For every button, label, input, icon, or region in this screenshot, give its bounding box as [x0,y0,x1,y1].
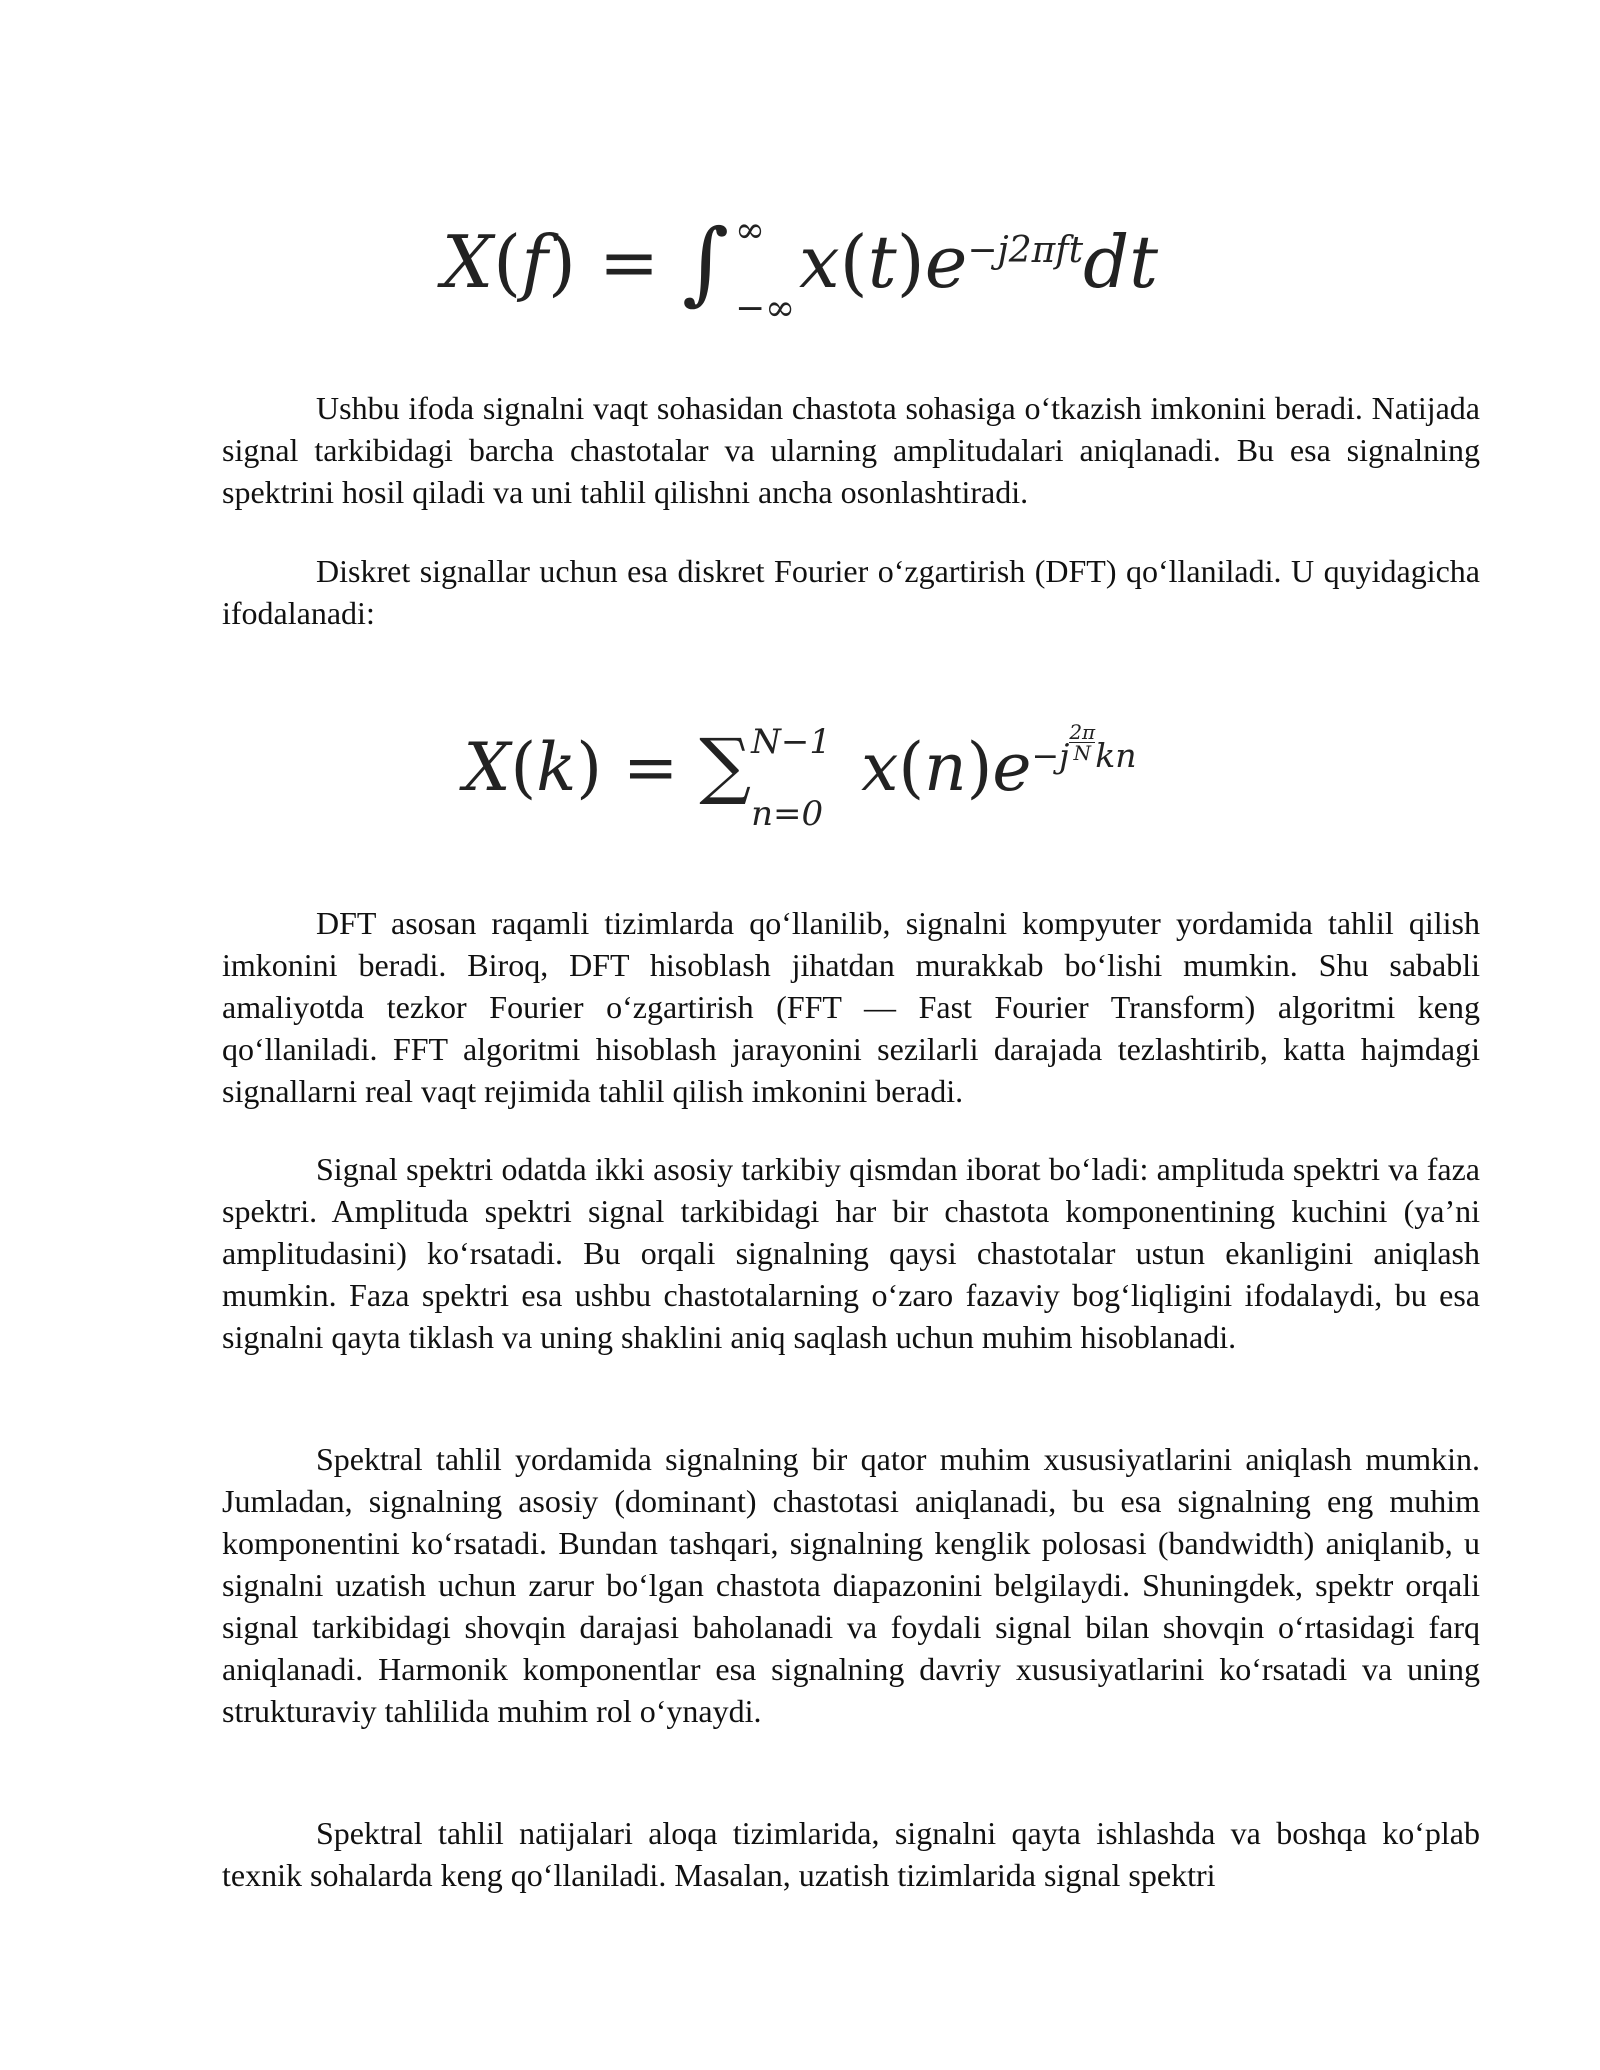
paragraph-2: Diskret signallar uchun esa diskret Fourier oʻzgartirish (DFT) qoʻllaniladi. U quyidagicha ifodalanadi: [222,553,1480,631]
paragraph-1: Ushbu ifoda signalni vaqt sohasidan chastota sohasiga oʻtkazish imkonini beradi. Natijada signal tarkibidagi barcha chastotalar va ularning amplitudalari aniqlanadi. Bu esa signalning spektrini hosil qiladi va uni tahlil qilishni ancha osonlashtiradi. [222,390,1480,510]
paragraph-6: Spektral tahlil natijalari aloqa tizimlarida, signalni qayta ishlashda va boshqa koʻplab texnik sohalarda keng qoʻllaniladi. Masalan, uzatish tizimlarida signal spektri [222,1815,1480,1893]
paragraph-3: DFT asosan raqamli tizimlarda qoʻllanilib, signalni kompyuter yordamida tahlil qilish imkonini beradi. Biroq, DFT hisoblash jihatdan murakkab boʻlishi mumkin. Shu sababli amaliyotda tezkor Fourier oʻzgartirish (FFT — Fast Fourier Transform) algoritmi keng qoʻllaniladi. FFT algoritmi hisoblash jarayonini sezilarli darajada tezlashtirib, katta hajmdagi signallarni real vaqt rejimida tahlil qilish imkonini beradi. [222,905,1480,1109]
paragraph-4: Signal spektri odatda ikki asosiy tarkibiy qismdan iborat boʻladi: amplituda spektri va faza spektri. Amplituda spektri signal tarkibidagi har bir chastota komponentining kuchini (yaʼni amplitudasini) koʻrsatadi. Bu orqali signalning qaysi chastotalar ustun ekanligini aniqlash mumkin. Faza spektri esa ushbu chastotalarning oʻzaro fazaviy bogʻliqligini ifodalaydi, bu esa signalni qayta tiklash va uning shaklini aniq saqlash uchun muhim hisoblanadi. [222,1151,1480,1355]
paragraph-5: Spektral tahlil yordamida signalning bir qator muhim xususiyatlarini aniqlash mumkin. Jumladan, signalning asosiy (dominant) chastotasi aniqlanadi, bu esa signalning eng muhim komponentini koʻrsatadi. Bundan tashqari, signalning kenglik polosasi (bandwidth) aniqlanib, u signalni uzatish uchun zarur boʻlgan chastota diapazonini belgilaydi. Shuningdek, spektr orqali signal tarkibidagi shovqin darajasi baholanadi va foydali signal bilan shovqin oʻrtasidagi farq aniqlanadi. Harmonik komponentlar esa signalning davriy xususiyatlarini koʻrsatadi va uning strukturaviy tahlilida muhim rol oʻynaydi. [222,1441,1480,1729]
dft-formula: X(k) = ∑ N−1 n=0 $x(n)e^{-j}$ $\frac{2\pi}{N}$ $^{kn}$ [463,720,1137,834]
fourier-transform-formula: X(f) = ∫ ∞ −∞ $x(t)e^{-j2\pi ft}dt$ [441,210,1159,329]
